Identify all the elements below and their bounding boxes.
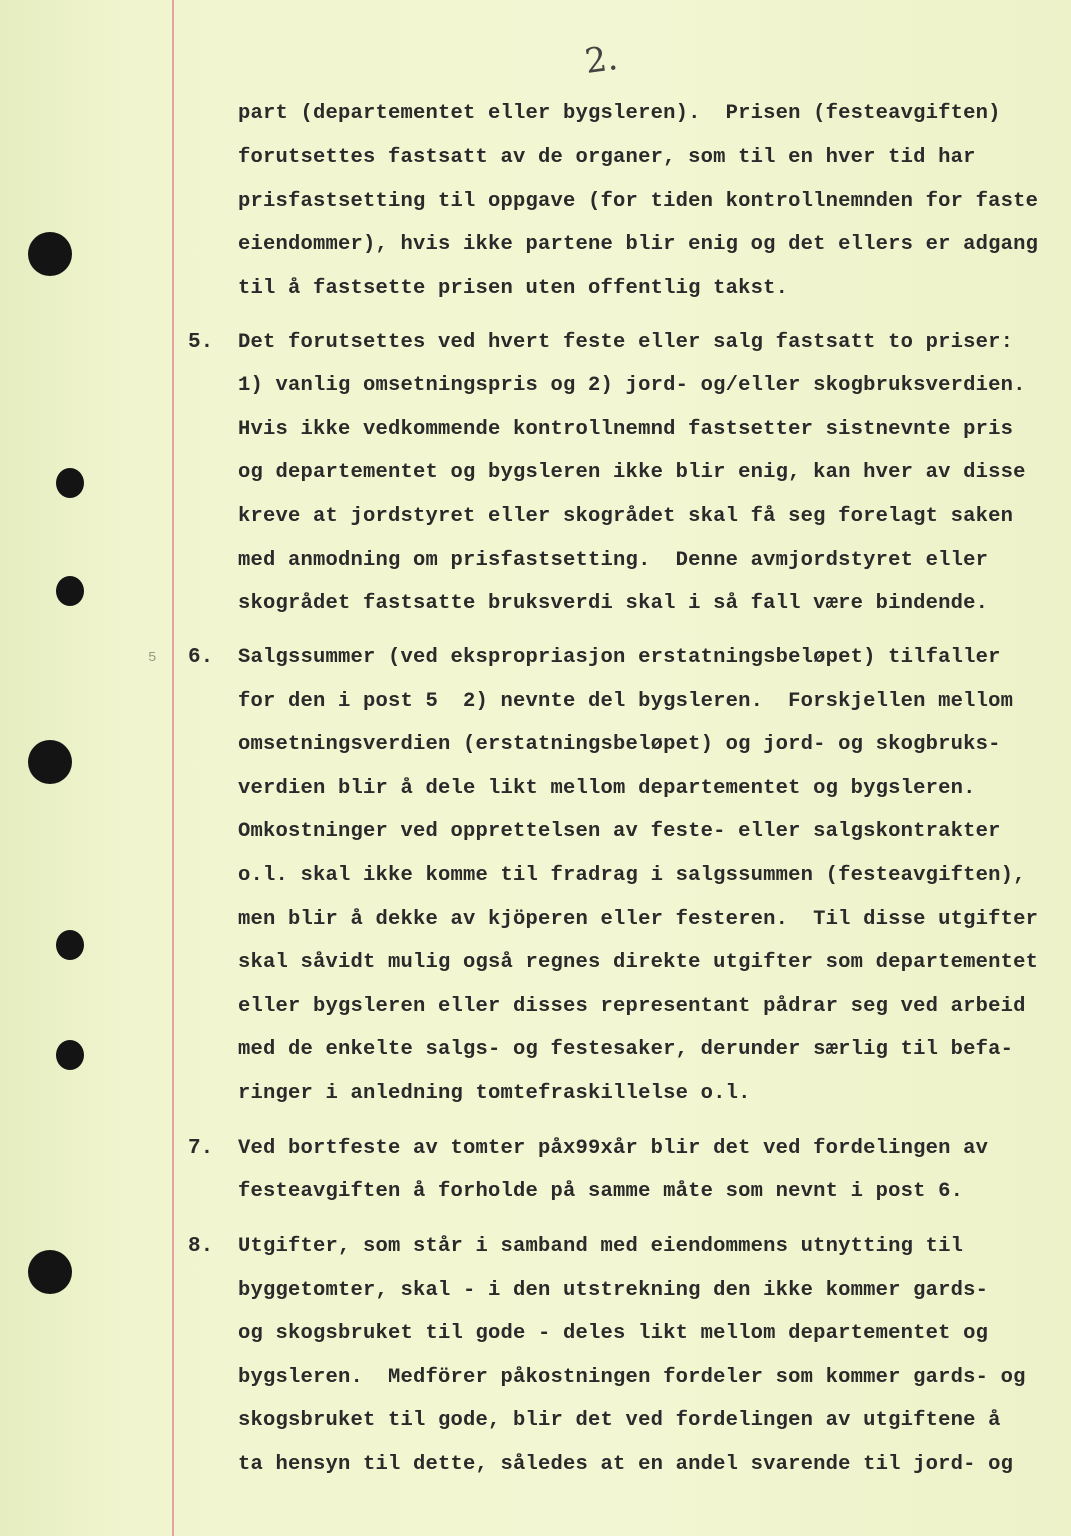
text-line: Hvis ikke vedkommende kontrollnemnd fastsetter sistnevnte pris <box>238 418 1014 441</box>
text-line: Salgssummer (ved ekspropriasjon erstatningsbeløpet) tilfaller <box>238 646 1001 669</box>
text-line: prisfastsetting til oppgave (for tiden kontrollnemnden for faste <box>238 190 1039 213</box>
punch-hole <box>56 930 84 960</box>
text-line: Utgifter, som står i samband med eiendommens utnytting til <box>238 1235 964 1258</box>
page-number: 2. <box>582 37 621 83</box>
punch-hole <box>56 576 84 606</box>
margin-line <box>172 0 174 1536</box>
text-line: eller bygsleren eller disses representant pådrar seg ved arbeid <box>238 995 1026 1018</box>
punch-hole <box>56 1040 84 1070</box>
text-line: og skogsbruket til gode - deles likt mellom departementet og <box>238 1322 989 1345</box>
text-line: skal såvidt mulig også regnes direkte utgifter som departementet <box>238 951 1039 974</box>
text-line: og departementet og bygsleren ikke blir enig, kan hver av disse <box>238 461 1026 484</box>
paragraph-number: 6. <box>188 646 214 669</box>
text-line: men blir å dekke av kjöperen eller festeren. Til disse utgifter <box>238 908 1039 931</box>
text-line: skogsbruket til gode, blir det ved fordelingen av utgiftene å <box>238 1409 1001 1432</box>
text-line: Det forutsettes ved hvert feste eller salg fastsatt to priser: <box>238 331 1014 354</box>
punch-hole <box>28 740 72 784</box>
paragraph-number: 8. <box>188 1235 214 1258</box>
punch-hole <box>28 232 72 276</box>
text-line: part (departementet eller bygsleren). Prisen (festeavgiften) <box>238 102 1001 125</box>
text-line: byggetomter, skal - i den utstrekning den ikke kommer gards- <box>238 1279 989 1302</box>
text-line: 1) vanlig omsetningspris og 2) jord- og/eller skogbruksverdien. <box>238 374 1026 397</box>
text-line: til å fastsette prisen uten offentlig takst. <box>238 277 789 300</box>
text-line: bygsleren. Medförer påkostningen fordeler som kommer gards- og <box>238 1366 1026 1389</box>
punch-hole <box>28 1250 72 1294</box>
text-line: forutsettes fastsatt av de organer, som til en hver tid har <box>238 146 976 169</box>
text-line: verdien blir å dele likt mellom departementet og bygsleren. <box>238 777 976 800</box>
text-line: ringer i anledning tomtefraskillelse o.l. <box>238 1082 751 1105</box>
paragraph-number: 7. <box>188 1137 214 1160</box>
paragraph-number: 5. <box>188 331 214 354</box>
punch-hole <box>56 468 84 498</box>
text-line: ta hensyn til dette, således at en andel svarende til jord- og <box>238 1453 1014 1476</box>
margin-mark: 5 <box>148 650 157 666</box>
text-line: omsetningsverdien (erstatningsbeløpet) og jord- og skogbruks- <box>238 733 1001 756</box>
text-line: Omkostninger ved opprettelsen av feste- eller salgskontrakter <box>238 820 1001 843</box>
text-line: festeavgiften å forholde på samme måte som nevnt i post 6. <box>238 1180 964 1203</box>
text-line: kreve at jordstyret eller skogrådet skal få seg forelagt saken <box>238 505 1014 528</box>
text-line: med anmodning om prisfastsetting. Denne avmjordstyret eller <box>238 549 989 572</box>
text-line: for den i post 5 2) nevnte del bygsleren. Forskjellen mellom <box>238 690 1014 713</box>
text-line: med de enkelte salgs- og festesaker, derunder særlig til befa- <box>238 1038 1014 1061</box>
text-line: o.l. skal ikke komme til fradrag i salgssummen (festeavgiften), <box>238 864 1026 887</box>
text-line: eiendommer), hvis ikke partene blir enig og det ellers er adgang <box>238 233 1039 256</box>
text-line: Ved bortfeste av tomter påx99xår blir det ved fordelingen av <box>238 1137 989 1160</box>
text-line: skogrådet fastsatte bruksverdi skal i så fall være bindende. <box>238 592 989 615</box>
